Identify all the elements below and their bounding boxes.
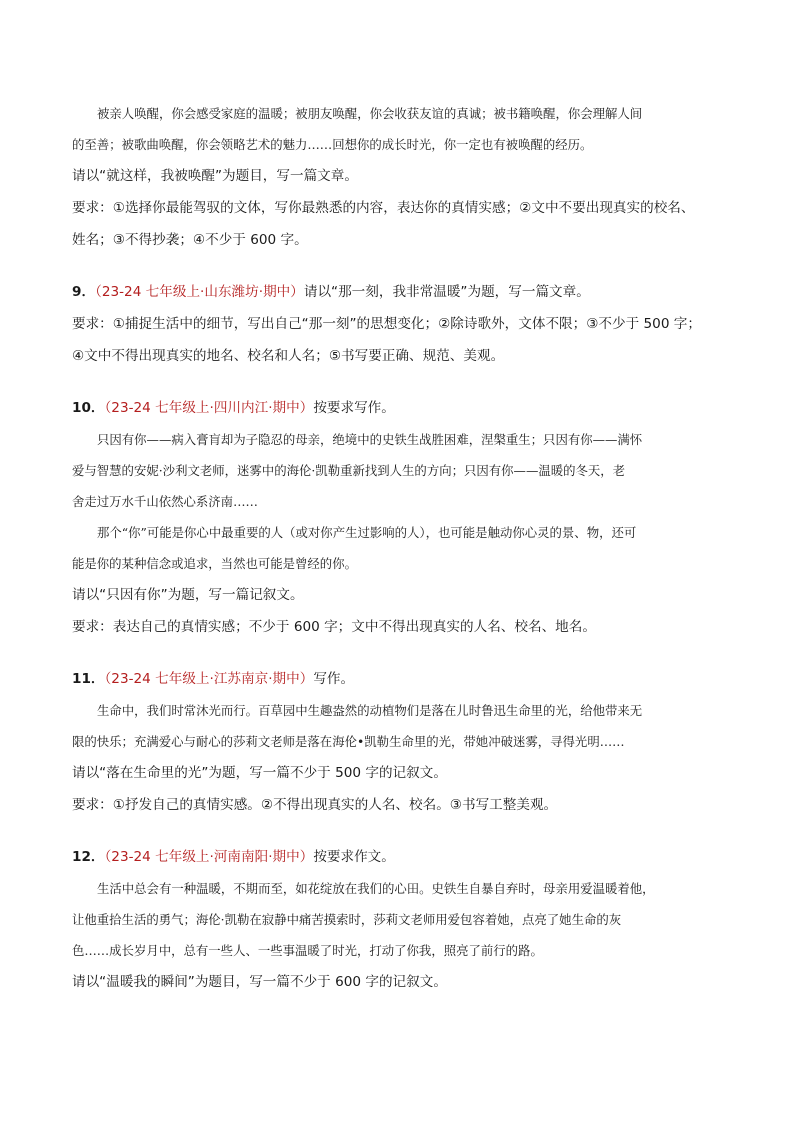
requirement-line: 要求：①抒发自己的真情实感。②不得出现真实的人名、校名。③书写工整美观。: [72, 797, 558, 813]
prompt-line: 色……成长岁月中，总有一些人、一些事温暖了时光，打动了你我，照亮了前行的路。: [72, 943, 543, 958]
prompt-line: 让他重拾生活的勇气；海伦·凯勒在寂静中痛苦摸索时，莎莉文老师用爱包容着她，点亮了她生命的灰: [72, 912, 622, 927]
prompt-line: 只因有你——病入膏肓却为子隐忍的母亲，绝境中的史铁生战胜困难，涅槃重生；只因有你——满怀: [97, 432, 643, 447]
question-number: 12．: [72, 849, 105, 865]
question-number: 9．: [72, 284, 96, 300]
question-source: （23-24 七年级上·四川内江·期中）: [104, 400, 314, 416]
question-heading: [72, 392, 722, 424]
question-10: [72, 392, 722, 643]
question-11: [72, 663, 722, 821]
question-8-continued: [72, 98, 722, 256]
task-line: 请以“就这样，我被唤醒”为题目，写一篇文章。: [72, 168, 358, 184]
prompt-line: 那个“你”可能是你心中最重要的人（或对你产生过影响的人），也可能是触动你心灵的景、物，还可: [97, 525, 637, 540]
prompt-line: 的至善；被歌曲唤醒，你会领略艺术的魅力……回想你的成长时光，你一定也有被唤醒的经历。: [72, 137, 593, 152]
question-source: （23-24 七年级上·山东潍坊·期中）: [95, 284, 304, 300]
prompt-line: 生命中，我们时常沐光而行。百草园中生趣盎然的动植物们是落在儿时鲁迅生命里的光，给他带来无: [97, 703, 643, 718]
question-source: （23-24 七年级上·河南南阳·期中）: [104, 849, 314, 865]
question-instruction: 按要求作文。: [313, 849, 395, 865]
prompt-line: 舍走过万水千山依然心系济南……: [72, 494, 258, 509]
question-instruction: 请以“那一刻，我非常温暖”为题，写一篇文章。: [303, 284, 590, 300]
question-heading: [72, 663, 722, 695]
question-number: 11．: [72, 671, 105, 687]
question-source: （23-24 七年级上·江苏南京·期中）: [104, 671, 314, 687]
question-instruction: 写作。: [313, 671, 355, 687]
question-9: [72, 276, 722, 372]
prompt-line: 限的快乐；充满爱心与耐心的莎莉文老师是落在海伦•凯勒生命里的光，带她冲破迷雾，寻得光明……: [72, 734, 625, 749]
prompt-line: 生活中总会有一种温暖，不期而至，如花绽放在我们的心田。史铁生自暴自弃时，母亲用爱温暖着他，: [97, 881, 655, 896]
question-number: 10．: [72, 400, 105, 416]
requirement-line: 要求：①捕捉生活中的细节，写出自己“那一刻”的思想变化；②除诗歌外，文体不限；③不少于 500 字；: [72, 316, 701, 332]
question-heading: [72, 841, 722, 873]
prompt-line: 爱与智慧的安妮·沙利文老师，迷雾中的海伦·凯勒重新找到人生的方向；只因有你——温暖的冬天，老: [72, 463, 626, 478]
task-line: 请以“温暖我的瞬间”为题目，写一篇不少于 600 字的记叙文。: [72, 974, 447, 990]
question-12: [72, 841, 722, 998]
requirement-line: 要求：表达自己的真情实感；不少于 600 字；文中不得出现真实的人名、校名、地名。: [72, 619, 596, 635]
requirement-line: 要求：①选择你最能驾驭的文体，写你最熟悉的内容，表达你的真情实感；②文中不要出现真实的校名、: [72, 200, 695, 216]
requirement-line: ④文中不得出现真实的地名、校名和人名；⑤书写要正确、规范、美观。: [72, 348, 505, 364]
prompt-line: 被亲人唤醒，你会感受家庭的温暖；被朋友唤醒，你会收获友谊的真诚；被书籍唤醒，你会理解人间: [97, 106, 643, 121]
question-instruction: 按要求写作。: [313, 400, 395, 416]
task-line: 请以“只因有你”为题，写一篇记叙文。: [72, 587, 304, 603]
task-line: 请以“落在生命里的光”为题，写一篇不少于 500 字的记叙文。: [72, 765, 447, 781]
requirement-line: 姓名；③不得抄袭；④不少于 600 字。: [72, 232, 308, 248]
prompt-line: 能是你的某种信念或追求，当然也可能是曾经的你。: [72, 556, 357, 571]
question-heading: [72, 276, 722, 308]
